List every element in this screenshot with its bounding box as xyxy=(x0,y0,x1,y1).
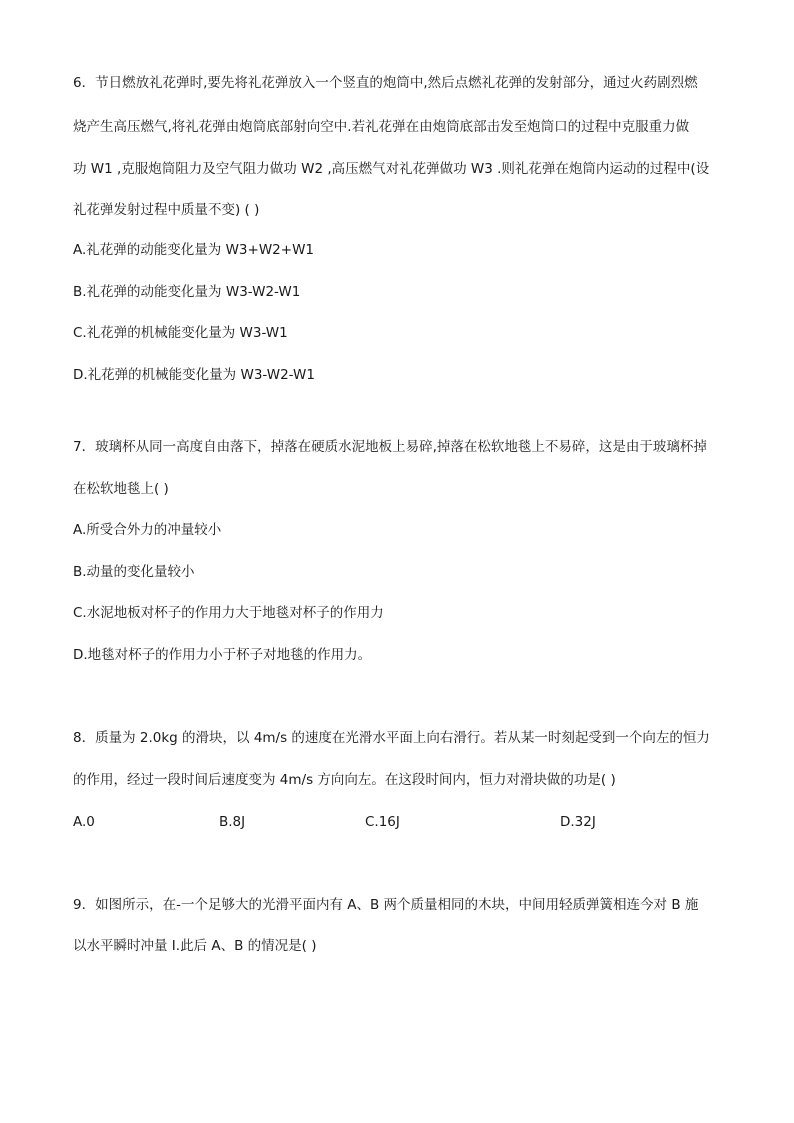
question-7-option-a: A.所受合外力的冲量较小 xyxy=(73,522,222,538)
question-8-options-row xyxy=(73,813,733,831)
question-9-stem-line-2: 以水平瞬时冲量 I.此后 A、B 的情况是( ) xyxy=(73,938,317,954)
question-7-stem-line-1: 7．玻璃杯从同一高度自由落下，掉落在硬质水泥地板上易碎,掉落在松软地毯上不易碎，这是由于玻璃杯掉 xyxy=(73,439,707,455)
question-7-option-c: C.水泥地板对杯子的作用力大于地毯对杯子的作用力 xyxy=(73,605,384,621)
question-9-stem-line-1: 9．如图所示，在-一个足够大的光滑平面内有 A、B 两个质量相同的木块，中间用轻质弹簧相连今对 B 施 xyxy=(73,897,699,913)
question-8-stem-line-2: 的作用，经过一段时间后速度变为 4m/s 方向向左。在这段时间内，恒力对滑块做的功是( ) xyxy=(73,772,616,788)
question-6-stem-line-4: 礼花弹发射过程中质量不变) ( ) xyxy=(73,202,260,218)
question-8-option-b: B.8J xyxy=(219,814,246,830)
question-6-stem-line-2: 烧产生高压燃气,将礼花弹由炮筒底部射向空中.若礼花弹在由炮筒底部击发至炮筒口的过程中克服重力做 xyxy=(73,119,690,135)
question-6-stem-line-3: 功 W1 ,克服炮筒阻力及空气阻力做功 W2 ,高压燃气对礼花弹做功 W3 .则礼花弹在炮筒内运动的过程中(设 xyxy=(73,161,710,177)
question-6-option-a: A.礼花弹的动能变化量为 W3+W2+W1 xyxy=(73,242,315,258)
question-8-option-d: D.32J xyxy=(560,814,596,830)
question-6-option-c: C.礼花弹的机械能变化量为 W3-W1 xyxy=(73,325,288,341)
question-8-option-c: C.16J xyxy=(365,814,400,830)
question-7-option-d: D.地毯对杯子的作用力小于杯子对地毯的作用力。 xyxy=(73,647,372,663)
question-8-option-a: A.0 xyxy=(73,814,95,830)
question-6-option-d: D.礼花弹的机械能变化量为 W3-W2-W1 xyxy=(73,367,315,383)
question-8-stem-line-1: 8．质量为 2.0kg 的滑块，以 4m/s 的速度在光滑水平面上向右滑行。若从某一时刻起受到一个向左的恒力 xyxy=(73,730,710,746)
question-6-option-b: B.礼花弹的动能变化量为 W3-W2-W1 xyxy=(73,284,301,300)
question-7-stem-line-2: 在松软地毯上( ) xyxy=(73,481,169,497)
question-6-stem-line-1: 6．节日燃放礼花弹时,要先将礼花弹放入一个竖直的炮筒中,然后点燃礼花弹的发射部分，通过火药剧烈燃 xyxy=(73,75,698,91)
question-7-option-b: B.动量的变化量较小 xyxy=(73,564,195,580)
